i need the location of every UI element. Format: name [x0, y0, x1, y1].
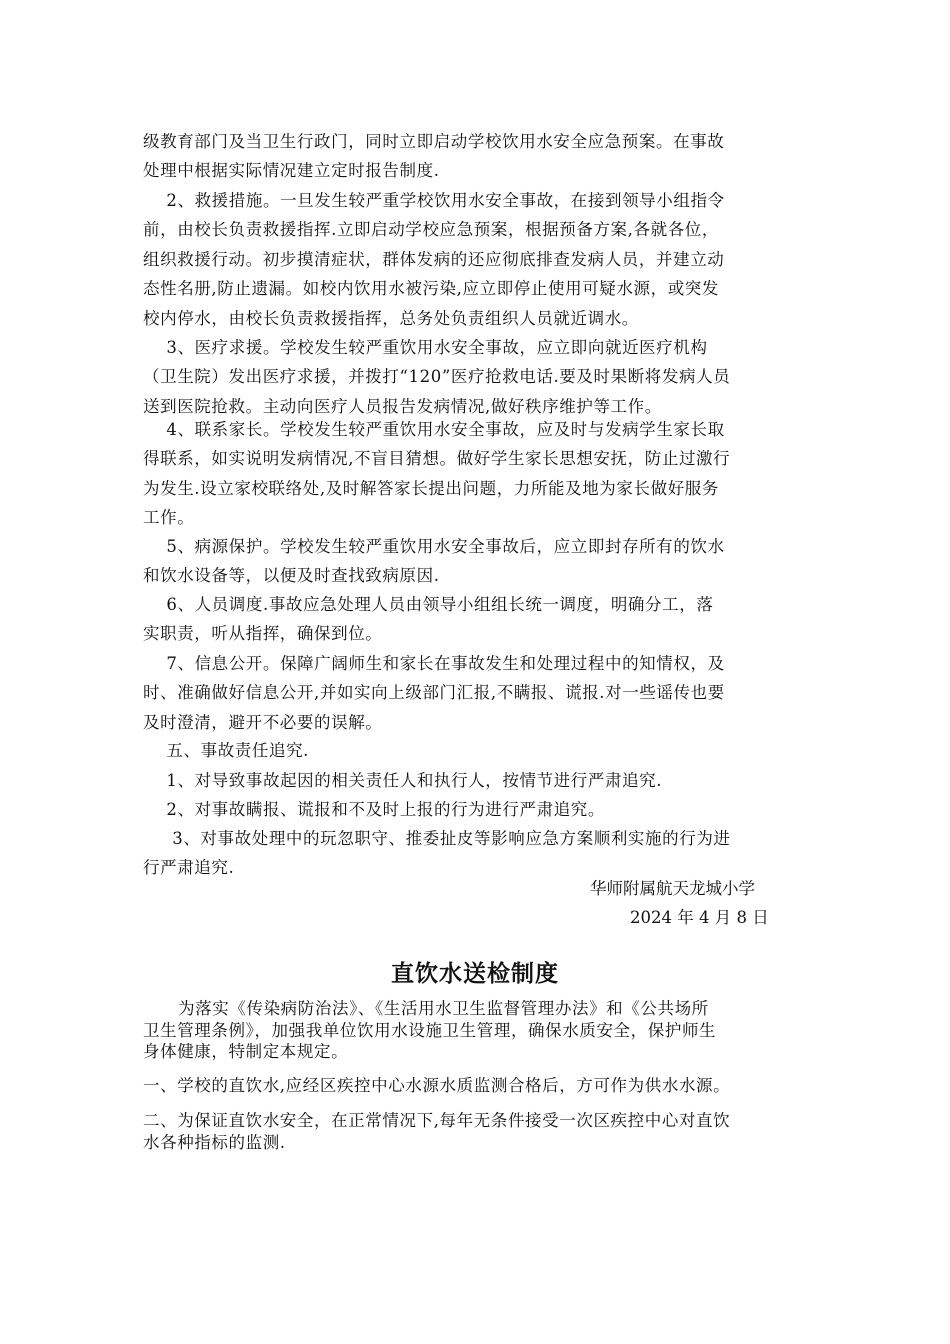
paragraph-medical-aid: [143, 333, 808, 421]
text-line: 态性名册,防止遗漏。如校内饮用水被污染,应立即停止使用可疑水源，或突发: [143, 279, 719, 299]
text-line: 为发生.设立家校联络处,及时解答家长提出问题，力所能及地为家长做好服务: [143, 478, 719, 498]
text-line: 校内停水，由校长负责救援指挥，总务处负责组织人员就近调水。: [143, 308, 639, 328]
text-line: 和饮水设备等，以便及时查找致病原因.: [143, 566, 440, 586]
text-line: 一、学校的直饮水,应经区疾控中心水源水质监测合格后，方可作为供水水源。: [143, 1076, 731, 1095]
signature-organization: 华师附属航天龙城小学: [590, 879, 755, 898]
text-line: 工作。: [143, 508, 195, 528]
text-line: 前，由校长负责救援指挥.立即启动学校应急预案，根据预备方案,各就各位，: [143, 220, 719, 240]
paragraph-contact-parents: [143, 415, 808, 533]
text-line: 3、对事故处理中的玩忽职守、推委扯皮等影响应急方案顺利实施的行为进: [143, 829, 731, 848]
text-line: 6、人员调度.事故应急处理人员由领导小组组长统一调度，明确分工，落: [143, 595, 714, 614]
paragraph-source-protection: [143, 532, 808, 591]
text-line: （卫生院）发出医疗求援，并拨打“120”医疗抢救电话.要及时果断将发病人员: [143, 367, 731, 387]
text-line: 送到医院抢救。主动向医疗人员报告发病情况,做好秩序维护等工作。: [143, 396, 662, 416]
text-line: 卫生管理条例》，加强我单位饮用水设施卫生管理，确保水质安全，保护师生: [143, 1020, 717, 1040]
text-line: 水各种指标的监测.: [143, 1132, 286, 1152]
document-title: 直饮水送检制度: [391, 961, 559, 987]
heading-accountability: [143, 736, 808, 765]
text-line: 2、救援措施。一旦发生较严重学校饮用水安全事故，在接到领导小组指令: [143, 191, 725, 210]
paragraph-info-disclosure: [143, 649, 808, 737]
text-line: 时、准确做好信息公开,并如实向上级部门汇报,不瞒报、谎报.对一些谣传也要: [143, 683, 725, 703]
text-line: 7、信息公开。保障广阔师生和家长在事故发生和处理过程中的知情权，及: [143, 654, 725, 673]
text-line: 行严肃追究.: [143, 858, 235, 878]
accountability-item-3: [143, 824, 808, 883]
paragraph-report-system: [143, 127, 808, 186]
accountability-item-2: [143, 795, 808, 824]
text-line: 身体健康，特制定本规定。: [143, 1042, 349, 1061]
signature-date: 2024 年 4 月 8 日: [630, 908, 769, 927]
text-line: 组织救援行动。初步摸清症状，群体发病的还应彻底排查发病人员，并建立动: [143, 249, 725, 269]
text-line: 五、事故责任追究.: [143, 741, 310, 760]
text-line: 3、医疗求援。学校发生较严重饮用水安全事故，应立即向就近医疗机构: [143, 338, 708, 357]
text-line: 级教育部门及当卫生行政门，同时立即启动学校饮用水安全应急预案。在事故: [143, 132, 725, 151]
text-line: 1、对导致事故起因的相关责任人和执行人，按情节进行严肃追究.: [143, 771, 663, 790]
text-line: 及时澄清，避开不必要的误解。: [143, 712, 383, 732]
rule-2: [143, 1110, 808, 1153]
text-line: 4、联系家长。学校发生较严重饮用水安全事故，应及时与发病学生家长取: [143, 420, 725, 439]
text-line: 2、对事故瞒报、谎报和不及时上报的行为进行严肃追究。: [143, 800, 605, 819]
paragraph-purpose: [143, 998, 808, 1063]
text-line: 为落实《传染病防治法》、《生活用水卫生监督管理办法》和《公共场所: [143, 999, 709, 1018]
accountability-item-1: [143, 766, 808, 795]
paragraph-rescue-measures: [143, 186, 808, 333]
text-line: 得联系，如实说明发病情况,不盲目猜想。做好学生家长思想安抚，防止过激行: [143, 449, 731, 469]
text-line: 5、病源保护。学校发生较严重饮用水安全事故后，应立即封存所有的饮水: [143, 537, 725, 556]
paragraph-staff-dispatch: [143, 590, 808, 649]
text-line: 实职责，听从指挥，确保到位。: [143, 624, 383, 644]
text-line: 处理中根据实际情况建立定时报告制度.: [143, 161, 440, 181]
rule-1: [143, 1075, 808, 1097]
text-line: 二、为保证直饮水安全，在正常情况下,每年无条件接受一次区疾控中心对直饮: [143, 1111, 731, 1130]
